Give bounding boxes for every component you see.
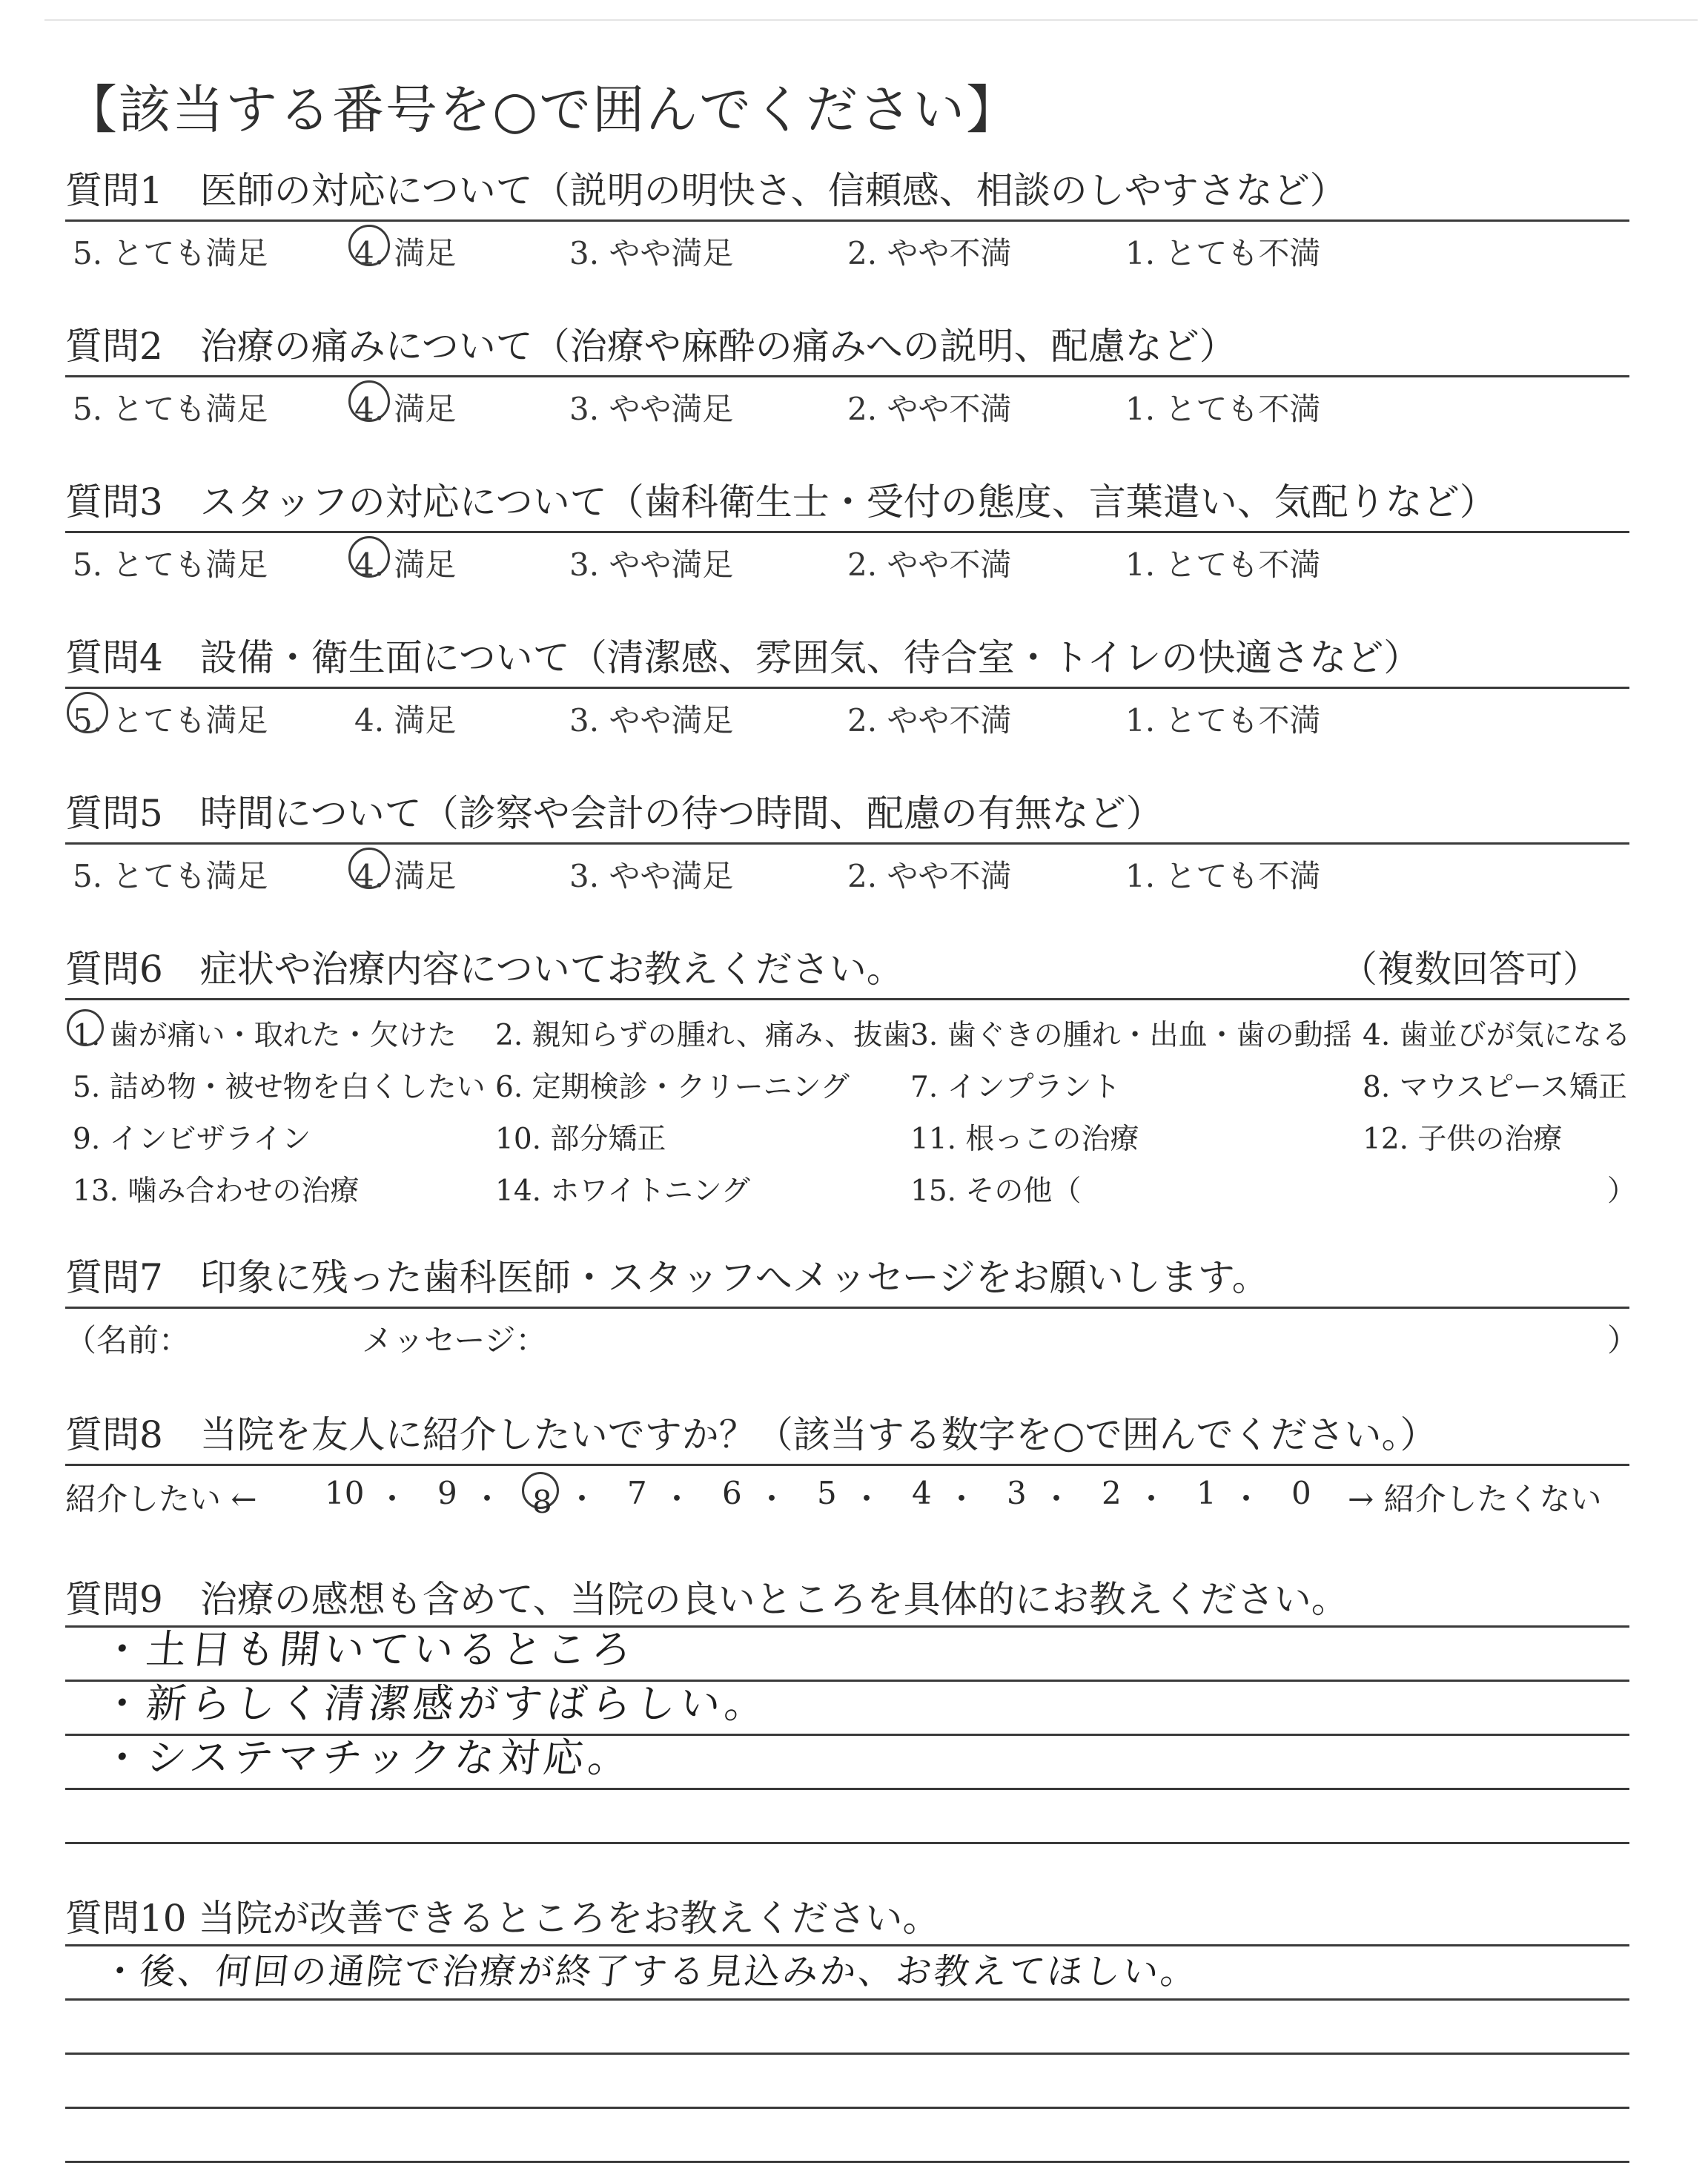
selected-circle (348, 380, 390, 422)
message-line[interactable] (65, 1309, 1639, 1358)
question-5-options (65, 845, 1629, 894)
handwritten-answer: ・土日も開いているところ (99, 1626, 638, 1673)
symptom-option[interactable]: 11. 根っこの治療 (910, 1123, 1139, 1156)
rating-option-4[interactable]: 4. 満足 (354, 229, 456, 274)
multiple-answer-note: （複数回答可） (1340, 948, 1600, 991)
scale-dot: ・ (661, 1481, 693, 1517)
symptom-option[interactable]: 10. 部分矯正 (495, 1123, 666, 1156)
answer-line[interactable] (65, 2109, 1629, 2163)
symptom-option[interactable]: 14. ホワイトニング (495, 1175, 750, 1208)
scale-dot: ・ (377, 1481, 408, 1517)
other-close-paren: ） (1607, 1175, 1637, 1208)
symptom-option[interactable]: 4. 歯並びが気になる (1363, 1019, 1631, 1052)
scale-dot: ・ (471, 1481, 503, 1517)
scale-dot: ・ (1136, 1481, 1168, 1517)
rating-option-5[interactable]: 5. とても満足 (73, 391, 268, 427)
symptom-option[interactable]: 12. 子供の治療 (1363, 1123, 1563, 1156)
scale-value-7[interactable]: 7 (627, 1475, 647, 1511)
question-3 (65, 476, 1629, 583)
recommend-left-label: 紹介したい ← (65, 1481, 257, 1517)
rating-option-4[interactable]: 4. 満足 (354, 541, 456, 585)
rating-option-1[interactable]: 1. とても不満 (1125, 546, 1321, 583)
rating-option-4[interactable]: 4. 満足 (354, 852, 456, 896)
answer-line[interactable] (65, 1736, 1629, 1790)
selected-circle (348, 848, 390, 889)
selected-circle (67, 692, 108, 733)
scale-dot: ・ (851, 1481, 883, 1517)
rating-option-4[interactable]: 4. 満足 (354, 385, 456, 429)
recommend-right-label: → 紹介したくない (1348, 1481, 1602, 1517)
question-10-text: 質問10 当院が改善できるところをお教えください。 (65, 1897, 940, 1940)
symptom-option-other[interactable]: 15. その他（ (910, 1175, 1082, 1208)
question-9 (65, 1573, 1629, 1844)
rating-option-5[interactable]: 5. とても満足 (73, 235, 268, 271)
question-1-text: 質問1 医師の対応について（説明の明快さ、信頼感、相談のしやすさなど） (65, 169, 1347, 212)
question-4-text: 質問4 設備・衛生面について（清潔感、雰囲気、待合室・トイレの快適さなど） (65, 636, 1421, 679)
scale-value-3[interactable]: 3 (1007, 1475, 1027, 1511)
handwritten-answer: ・システマチックな対応。 (99, 1734, 635, 1781)
question-4 (65, 632, 1629, 739)
question-8-text: 質問8 当院を友人に紹介したいですか？（該当する数字を○で囲んでください。） (65, 1413, 1437, 1456)
symptom-option[interactable]: 2. 親知らずの腫れ、痛み、抜歯 (495, 1019, 912, 1052)
question-2-options (65, 377, 1629, 427)
symptom-options (65, 1000, 1637, 1223)
rating-option-5[interactable]: 5. とても満足 (73, 696, 268, 741)
rating-option-3[interactable]: 3. やや満足 (569, 391, 734, 427)
rating-option-1[interactable]: 1. とても不満 (1125, 858, 1321, 894)
rating-option-3[interactable]: 3. やや満足 (569, 702, 734, 739)
symptom-option[interactable]: 13. 噛み合わせの治療 (73, 1175, 360, 1208)
answer-line[interactable] (65, 2001, 1629, 2055)
answer-lines (65, 1625, 1629, 1844)
rating-option-1[interactable]: 1. とても不満 (1125, 391, 1321, 427)
close-paren: ） (1607, 1322, 1639, 1358)
scale-value-4[interactable]: 4 (912, 1475, 932, 1511)
symptom-option[interactable]: 8. マウスピース矯正 (1363, 1071, 1627, 1104)
scale-value-10[interactable]: 10 (325, 1475, 365, 1511)
scale-dot: ・ (946, 1481, 978, 1517)
question-6 (65, 943, 1637, 1223)
scale-dot: ・ (1041, 1481, 1073, 1517)
scale-dot: ・ (1231, 1481, 1262, 1517)
rating-option-2[interactable]: 2. やや不満 (847, 702, 1012, 739)
answer-line[interactable] (65, 2055, 1629, 2109)
question-8 (65, 1409, 1629, 1520)
name-label: （名前： (65, 1322, 191, 1358)
rating-option-2[interactable]: 2. やや不満 (847, 235, 1012, 271)
scale-value-2[interactable]: 2 (1102, 1475, 1122, 1511)
answer-line[interactable] (65, 1790, 1629, 1844)
symptom-option[interactable]: 5. 詰め物・被せ物を白くしたい (73, 1071, 486, 1104)
question-2-text: 質問2 治療の痛みについて（治療や麻酔の痛みへの説明、配慮など） (65, 325, 1237, 368)
question-7 (65, 1252, 1639, 1358)
scale-value-1[interactable]: 1 (1196, 1475, 1217, 1511)
question-6-label: 質問6 症状や治療内容についてお教えください。 (65, 948, 904, 991)
question-4-options (65, 689, 1629, 739)
scale-dot: ・ (756, 1481, 788, 1517)
top-border (44, 19, 1698, 21)
rating-option-1[interactable]: 1. とても不満 (1125, 235, 1321, 271)
question-7-text: 質問7 印象に残った歯科医師・スタッフへメッセージをお願いします。 (65, 1256, 1269, 1299)
symptom-option[interactable]: 9. インビザライン (73, 1123, 311, 1156)
scale-dot: ・ (566, 1481, 598, 1517)
scale-value-9[interactable]: 9 (437, 1475, 457, 1511)
question-10 (65, 1892, 1629, 2163)
question-6-text (65, 943, 1629, 995)
rating-option-5[interactable]: 5. とても満足 (73, 546, 268, 583)
selected-circle (67, 1009, 104, 1046)
selected-circle (348, 536, 390, 578)
rating-option-2[interactable]: 2. やや不満 (847, 858, 1012, 894)
rating-option-3[interactable]: 3. やや満足 (569, 858, 734, 894)
handwritten-answer: ・後、何回の通院で治療が終了する見込みか、お教えてほしい。 (99, 1951, 1201, 1992)
answer-line[interactable] (65, 1944, 1629, 2001)
symptom-option[interactable]: 6. 定期検診・クリーニング (495, 1071, 850, 1104)
rating-option-3[interactable]: 3. やや満足 (569, 546, 734, 583)
question-1-options (65, 222, 1629, 271)
rating-option-3[interactable]: 3. やや満足 (569, 235, 734, 271)
scale-value-0[interactable]: 0 (1291, 1475, 1311, 1511)
question-9-text: 質問9 治療の感想も含めて、当院の良いところを具体的にお教えください。 (65, 1578, 1348, 1621)
scale-value-5[interactable]: 5 (817, 1475, 837, 1511)
recommend-scale: 紹介したい ← 10 ・ 9 ・ 8 ・ 7 ・ 6 ・ 5 ・ 4 ・ 3 ・ 2 ・ 1 ・ 0 → 紹介したくない (65, 1466, 1629, 1515)
answer-lines (65, 1944, 1629, 2163)
question-1 (65, 165, 1629, 271)
handwritten-answer: ・新らしく清潔感がすばらしい。 (99, 1680, 772, 1727)
question-2 (65, 320, 1629, 427)
question-5-text: 質問5 時間について（診察や会計の待つ時間、配慮の有無など） (65, 792, 1163, 835)
question-5 (65, 787, 1629, 894)
scale-value-6[interactable]: 6 (722, 1475, 742, 1511)
message-label: メッセージ： (362, 1322, 547, 1358)
symptom-option[interactable]: 3. 歯ぐきの腫れ・出血・歯の動揺 (910, 1019, 1352, 1052)
page-title: 【該当する番号を○で囲んでください】 (65, 79, 1020, 140)
question-3-options (65, 533, 1629, 583)
rating-option-2[interactable]: 2. やや不満 (847, 391, 1012, 427)
selected-circle (348, 225, 390, 266)
rating-option-5[interactable]: 5. とても満足 (73, 858, 268, 894)
symptom-option[interactable]: 1. 歯が痛い・取れた・欠けた (73, 1012, 457, 1054)
rating-option-2[interactable]: 2. やや不満 (847, 546, 1012, 583)
symptom-option[interactable]: 7. インプラント (910, 1071, 1121, 1104)
rating-option-4[interactable]: 4. 満足 (354, 702, 457, 739)
question-3-text: 質問3 スタッフの対応について（歯科衛生士・受付の態度、言葉遣い、気配りなど） (65, 481, 1497, 524)
rating-option-1[interactable]: 1. とても不満 (1125, 702, 1321, 739)
